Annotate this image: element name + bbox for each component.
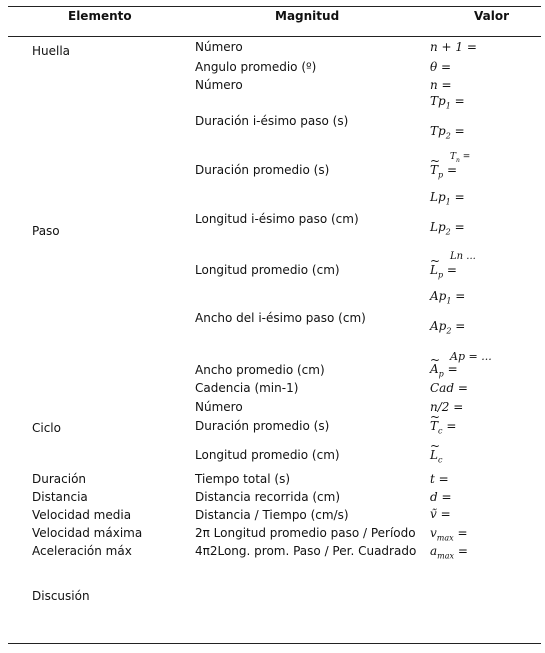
elemento-aceleracion-max: Aceleración máx — [32, 544, 132, 558]
magnitud-numero-paso: Número — [195, 78, 243, 92]
elemento-velocidad-maxima: Velocidad máxima — [32, 526, 143, 540]
elemento-huella: Huella — [32, 44, 71, 58]
header-bottom-rule — [8, 36, 541, 37]
table-bottom-rule — [8, 643, 541, 644]
header-valor: Valor — [474, 9, 510, 23]
valor-n-plus-1: n + 1 = — [430, 40, 477, 54]
valor-apn-ghost: Ap = ... — [450, 350, 492, 363]
valor-lp1: $Lp_1$ = — [430, 190, 465, 207]
valor-lc-mean: ~ $L_c$ — [430, 448, 442, 467]
valor-ln-ghost: Ln ... — [450, 251, 476, 262]
magnitud-ancho-iesimo: Ancho del i-ésimo paso (cm) — [195, 311, 366, 325]
valor-tn-ghost: $T_n$ = — [450, 152, 471, 164]
magnitud-numero-ciclo: Número — [195, 400, 243, 414]
magnitud-distancia-recorrida: Distancia recorrida (cm) — [195, 490, 341, 504]
valor-lp2: $Lp_2$ = — [430, 220, 465, 237]
magnitud-duracion-iesimo: Duración i-ésimo paso (s) — [195, 114, 349, 128]
valor-v-media: ṽ = — [430, 507, 451, 521]
valor-tp1: $Tp_1$ = — [430, 94, 465, 111]
magnitud-ancho-promedio: Ancho promedio (cm) — [195, 363, 325, 377]
magnitud-longitud-promedio-ciclo: Longitud promedio (cm) — [195, 448, 340, 462]
valor-n: n = — [430, 78, 452, 92]
header-elemento: Elemento — [68, 9, 132, 23]
elemento-duracion: Duración — [32, 472, 87, 486]
magnitud-numero-huella: Número — [195, 40, 243, 54]
valor-theta: θ = — [430, 60, 452, 74]
valor-amax: $a_{max}$ = — [430, 544, 468, 561]
elemento-paso: Paso — [32, 224, 60, 238]
valor-vmax: $v_{max}$ = — [430, 526, 468, 543]
valor-d: d = — [430, 490, 452, 504]
elemento-distancia: Distancia — [32, 490, 88, 504]
valor-lp-mean: ~ $L_p$ = — [430, 263, 457, 282]
valor-ap2: $Ap_2$ = — [430, 319, 466, 336]
elemento-ciclo: Ciclo — [32, 421, 61, 435]
elemento-discusion: Discusión — [32, 589, 90, 603]
valor-ap-mean: ~ $A_p$ = — [430, 362, 458, 381]
magnitud-longitud-iesimo: Longitud i-ésimo paso (cm) — [195, 212, 359, 226]
magnitud-angulo-promedio: Angulo promedio (º) — [195, 60, 317, 74]
magnitud-longitud-promedio-paso: Longitud promedio (cm) — [195, 263, 340, 277]
magnitud-aceleracion-formula: 4π2Long. prom. Paso / Per. Cuadrado — [195, 544, 417, 558]
valor-ap1: $Ap_1$ = — [430, 289, 466, 306]
magnitud-velocidad-maxima-formula: 2π Longitud promedio paso / Período — [195, 526, 416, 540]
valor-tp2: $Tp_2$ = — [430, 124, 465, 141]
magnitud-cadencia: Cadencia (min-1) — [195, 381, 299, 395]
table-top-rule — [8, 6, 541, 7]
valor-tp-mean: ~ $T_p$ = — [430, 163, 457, 182]
magnitud-duracion-promedio: Duración promedio (s) — [195, 163, 330, 177]
magnitud-duracion-promedio-ciclo: Duración promedio (s) — [195, 419, 330, 433]
elemento-velocidad-media: Velocidad media — [32, 508, 132, 522]
valor-n-half: n/2 = — [430, 400, 464, 414]
magnitud-distancia-tiempo: Distancia / Tiempo (cm/s) — [195, 508, 349, 522]
valor-tc-mean: ~ $T_c$ = — [430, 419, 456, 438]
valor-t: t = — [430, 472, 449, 486]
magnitud-tiempo-total: Tiempo total (s) — [195, 472, 291, 486]
valor-cad: Cad = — [430, 381, 468, 395]
header-magnitud: Magnitud — [275, 9, 340, 23]
